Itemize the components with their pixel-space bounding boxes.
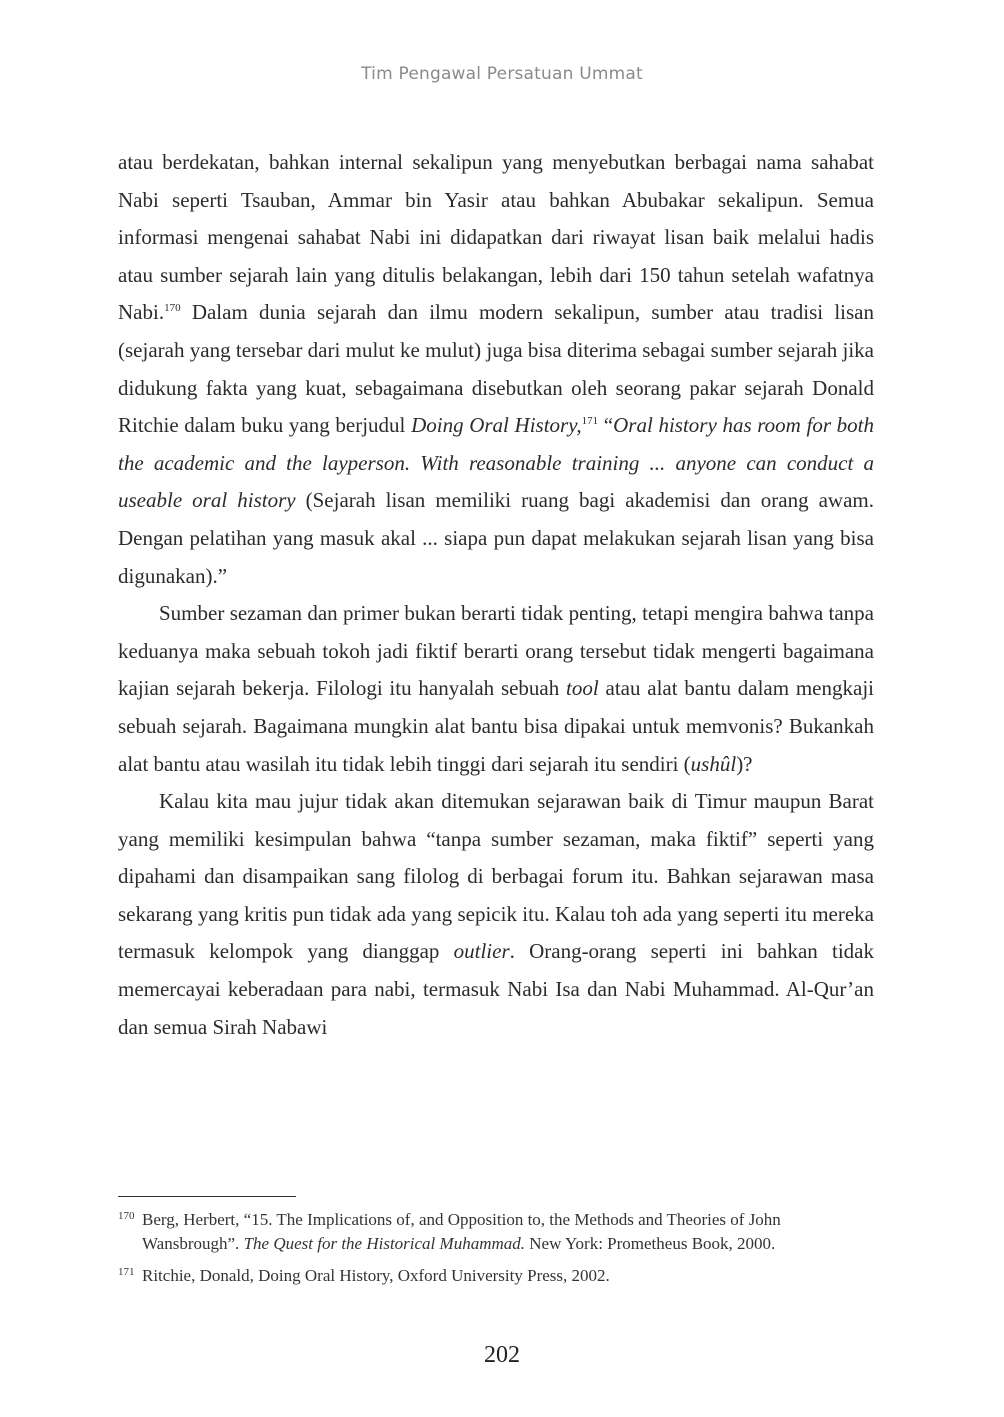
english-quote: Oral history has room for both the academic and the layperson. With reasonable training ... anyone can conduct a useable oral history bbox=[118, 413, 874, 513]
footnotes bbox=[118, 1208, 874, 1296]
footnote-ref-171: 171 bbox=[581, 415, 599, 428]
paragraph-2 bbox=[118, 595, 874, 783]
paragraph-2-text-b: atau alat bantu dalam mengkaji sebuah sejarah. Bagaimana mungkin alat bantu bisa dipakai untuk memvonis? Bukankah alat bantu atau wasilah itu tidak lebih tinggi dari sejarah itu sendiri ( bbox=[118, 676, 874, 776]
paragraph-1-text-c: “ bbox=[598, 413, 614, 438]
term-tool: tool bbox=[566, 676, 599, 701]
footnote-divider bbox=[118, 1196, 296, 1197]
paragraph-3-text-a: Kalau kita mau jujur tidak akan ditemukan sejarawan baik di Timur maupun Barat yang memiliki kesimpulan bahwa “tanpa sumber sezaman, maka fiktif” seperti yang dipahami dan disampaikan sang filolog di berbagai forum itu. Bahkan sejarawan masa sekarang yang kritis pun tidak ada yang sepicik itu. Kalau toh ada yang seperti itu mereka termasuk kelompok yang dianggap bbox=[118, 789, 874, 964]
footnote-text-b: New York: Prometheus Book, 2000. bbox=[525, 1234, 776, 1253]
page-number: 202 bbox=[484, 1342, 520, 1368]
paragraph-1-text-d: (Sejarah lisan memiliki ruang bagi akademisi dan orang awam. Dengan pelatihan yang masuk akal ... siapa pun dapat melakukan sejarah lisan yang bisa digunakan).” bbox=[118, 488, 874, 588]
paragraph-1-text-a: atau berdekatan, bahkan internal sekalipun yang menyebutkan berbagai nama sahabat Nabi seperti Tsauban, Ammar bin Yasir atau bahkan Abubakar sekalipun. Semua informasi mengenai sahabat Nabi ini didapatkan dari riwayat lisan baik melalui hadis atau sumber sejarah lain yang ditulis belakangan, lebih dari 150 tahun setelah wafatnya Nabi. bbox=[118, 150, 874, 325]
footnote-text-a: Berg, Herbert, “15. The Implications of, and Opposition to, the Methods and Theories of John Wansbrough”. bbox=[142, 1210, 781, 1253]
footnote-book-title: The Quest for the Historical Muhammad. bbox=[243, 1234, 525, 1253]
paragraph-1-text-b: Dalam dunia sejarah dan ilmu modern sekalipun, sumber atau tradisi lisan (sejarah yang tersebar dari mulut ke mulut) juga bisa diterima sebagai sumber sejarah jika didukung fakta yang kuat, sebagaimana disebutkan oleh seorang pakar sejarah Donald Ritchie dalam buku yang berjudul bbox=[118, 300, 874, 438]
footnote-text-a: Ritchie, Donald, Doing Oral History, Oxford University Press, 2002. bbox=[142, 1266, 610, 1285]
footnote-number: 170 bbox=[118, 1210, 135, 1222]
paragraph-2-text-c: )? bbox=[736, 751, 753, 776]
paragraph-3 bbox=[118, 783, 874, 1046]
footnote-171 bbox=[118, 1264, 874, 1288]
footnote-ref-170: 170 bbox=[164, 302, 181, 315]
footnote-170 bbox=[118, 1208, 874, 1256]
paragraph-3-text-b: . Orang-orang seperti ini bahkan tidak memercayai keberadaan para nabi, termasuk Nabi Isa dan Nabi Muhammad. Al-Qur’an dan semua Sirah Nabawi bbox=[118, 939, 874, 1039]
term-outlier: outlier bbox=[453, 939, 510, 964]
main-text bbox=[118, 144, 874, 1046]
book-title: Doing Oral History, bbox=[411, 413, 582, 438]
footnote-number: 171 bbox=[118, 1266, 135, 1278]
term-ushul: ushûl bbox=[690, 751, 737, 776]
running-header: Tim Pengawal Persatuan Ummat bbox=[361, 64, 643, 84]
paragraph-1 bbox=[118, 144, 874, 595]
paragraph-2-text-a: Sumber sezaman dan primer bukan berarti tidak penting, tetapi mengira bahwa tanpa keduanya maka sebuah tokoh jadi fiktif berarti orang tersebut tidak mengerti bagaimana kajian sejarah bekerja. Filologi itu hanyalah sebuah bbox=[118, 601, 874, 701]
